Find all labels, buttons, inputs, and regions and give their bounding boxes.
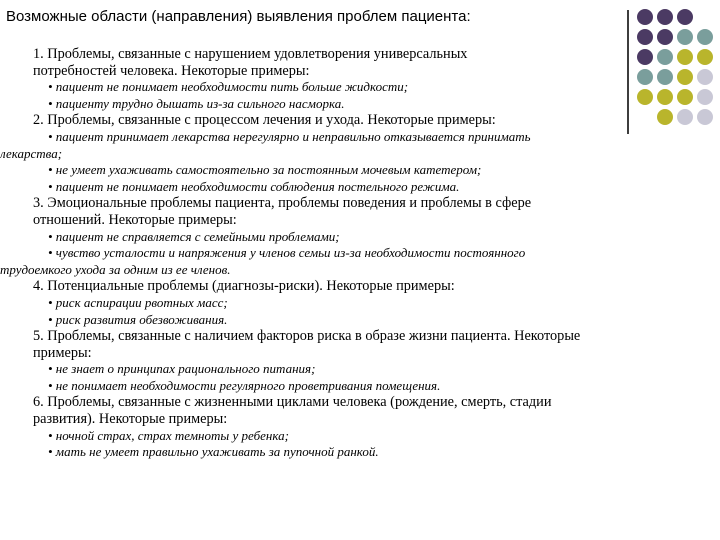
section-heading-line: развития). Некоторые примеры: xyxy=(33,411,228,428)
decor-dot xyxy=(697,29,713,45)
decor-dot xyxy=(677,9,693,25)
example-bullet: • пациент не справляется с семейными проблемами; xyxy=(48,228,340,244)
section-heading-line: отношений. Некоторые примеры: xyxy=(33,211,237,228)
example-bullet: • не понимает необходимости регулярного проветривания помещения. xyxy=(48,377,441,393)
section-1 xyxy=(33,46,693,112)
problem-list xyxy=(0,46,693,461)
section-heading-line: потребностей человека. Некоторые примеры: xyxy=(33,62,310,79)
example-bullet: • пациент не понимает необходимости пить больше жидкости; xyxy=(48,79,409,95)
example-bullet-continuation: лекарства; xyxy=(0,145,63,161)
section-heading-line: 4. Потенциальные проблемы (диагнозы-риски). Некоторые примеры: xyxy=(33,278,455,295)
example-bullet-continuation: трудоемкого ухода за одним из ее членов. xyxy=(0,261,231,277)
decor-dot xyxy=(657,9,673,25)
decor-dot xyxy=(637,9,653,25)
section-heading-line: 3. Эмоциональные проблемы пациента, проблемы поведения и проблемы в сфере xyxy=(33,195,532,212)
example-bullet: • пациент не понимает необходимости соблюдения постельного режима. xyxy=(48,178,460,194)
decor-dot xyxy=(697,49,713,65)
example-bullet: • не знает о принципах рационального питания; xyxy=(48,361,316,377)
example-bullet: • мать не умеет правильно ухаживать за пупочной ранкой. xyxy=(48,444,379,460)
decor-dot xyxy=(697,109,713,125)
example-bullet: • не умеет ухаживать самостоятельно за постоянным мочевым катетером; xyxy=(48,162,482,178)
example-bullet: • ночной страх, страх темноты у ребенка; xyxy=(48,427,289,443)
section-heading-line: 2. Проблемы, связанные с процессом лечения и ухода. Некоторые примеры: xyxy=(33,112,496,129)
example-bullet: • пациенту трудно дышать из-за сильного насморка. xyxy=(48,95,345,111)
decor-dot xyxy=(697,89,713,105)
slide-title: Возможные области (направления) выявления проблем пациента: xyxy=(6,8,471,25)
example-bullet: • риск развития обезвоживания. xyxy=(48,311,228,327)
section-6 xyxy=(33,394,693,460)
section-heading-line: примеры: xyxy=(33,344,92,361)
section-4 xyxy=(33,278,693,328)
section-5 xyxy=(33,328,693,394)
decor-dot xyxy=(657,29,673,45)
section-3 xyxy=(0,195,693,278)
decor-dot xyxy=(697,69,713,85)
section-2 xyxy=(0,112,693,195)
example-bullet: • чувство усталости и напряжения у членов семьи из-за необходимости постоянного xyxy=(48,245,526,261)
example-bullet: • пациент принимает лекарства нерегулярно и неправильно отказывается принимать xyxy=(48,128,531,144)
section-heading-line: 6. Проблемы, связанные с жизненными циклами человека (рождение, смерть, стадии xyxy=(33,394,552,411)
section-heading-line: 1. Проблемы, связанные с нарушением удовлетворения универсальных xyxy=(33,46,468,62)
decor-dot xyxy=(637,29,653,45)
section-heading-line: 5. Проблемы, связанные с наличием факторов риска в образе жизни пациента. Некоторые xyxy=(33,328,581,345)
decor-dot xyxy=(697,9,713,25)
example-bullet: • риск аспирации рвотных масс; xyxy=(48,294,228,310)
decor-dot xyxy=(677,29,693,45)
